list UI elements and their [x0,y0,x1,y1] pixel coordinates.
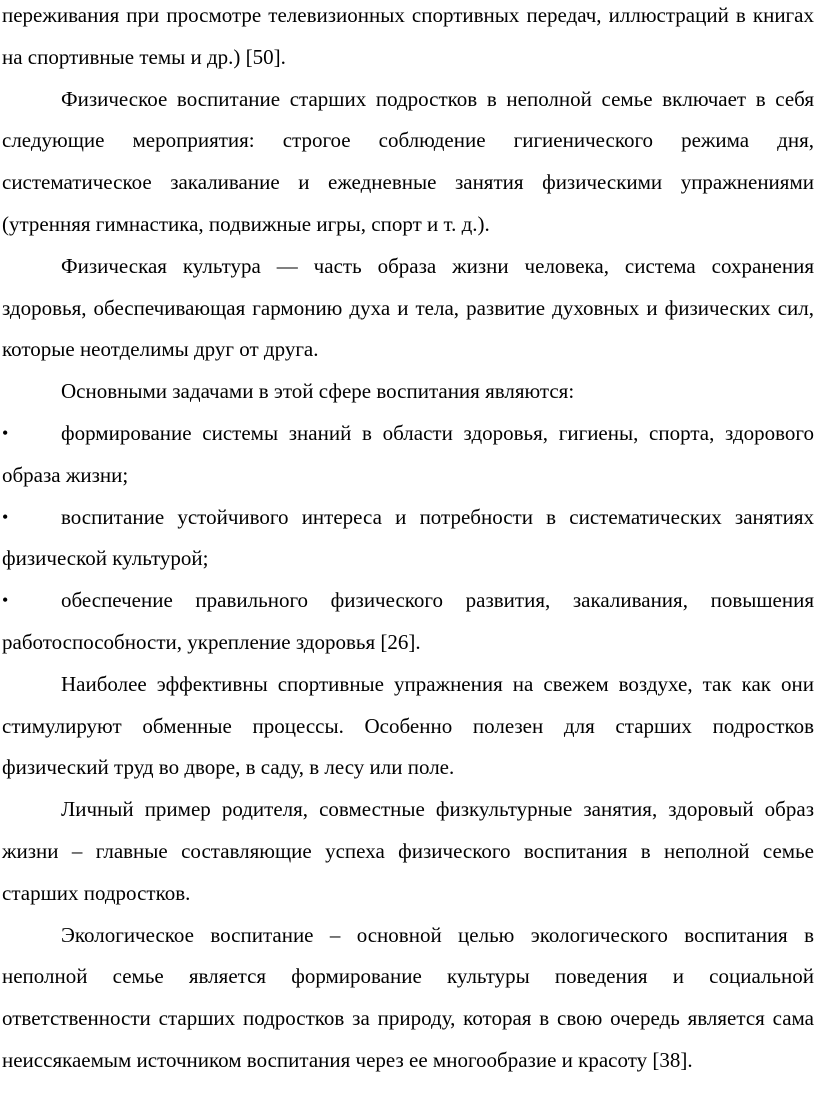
paragraph-ecological-education: Экологическое воспитание – основной целью экологического воспитания в неполной семье является формирование культуры поведения и социальной ответственности старших подростков за природу, которая в свою очередь является сама неиссякаемым источником воспитания через ее многообразие и красоту [38]. [2,922,814,1072]
paragraph-physical-education: Физическое воспитание старших подростков в неполной семье включает в себя следующие мероприятия: строгое соблюдение гигиенического режима дня, систематическое закаливание и ежедневные занятия физическими упражнениями (утренняя гимнастика, подвижные игры, спорт и т. д.). [2,86,814,236]
paragraph-parent-example: Личный пример родителя, совместные физкультурные занятия, здоровый образ жизни – главные составляющие успеха физического воспитания в неполной семье старших подростков. [2,797,814,905]
list-item-text: воспитание устойчивого интереса и потребности в систематических занятиях физической культурой; [2,504,814,571]
paragraph-physical-culture: Физическая культура — часть образа жизни человека, система сохранения здоровья, обеспечивающая гармонию духа и тела, развитие духовных и физических сил, которые неотделимы друг от друга. [2,253,814,362]
list-item: • обеспечение правильного физического развития, закаливания, повышения работоспособности, укрепление здоровья [26]. [2,580,814,664]
list-item-text: формирование системы знаний в области здоровья, гигиены, спорта, здорового образа жизни; [2,420,814,487]
list-item: • воспитание устойчивого интереса и потребности в систематических занятиях физической культурой; [2,497,814,581]
list-item: • формирование системы знаний в области здоровья, гигиены, спорта, здорового образа жизни; [2,413,814,497]
document-body [2,0,814,1082]
list-item-text: обеспечение правильного физического развития, закаливания, повышения работоспособности, укрепление здоровья [26]. [2,588,814,654]
paragraph-continuation: переживания при просмотре телевизионных спортивных передач, иллюстраций в книгах на спортивные темы и др.) [50]. [2,3,814,69]
paragraph-main-tasks: Основными задачами в этой сфере воспитания являются: [61,379,575,404]
paragraph-outdoor-exercise: Наиболее эффективны спортивные упражнения на свежем воздухе, так как они стимулируют обменные процессы. Особенно полезен для старших подростков физический труд во дворе, в саду, в лесу или поле. [2,671,814,780]
